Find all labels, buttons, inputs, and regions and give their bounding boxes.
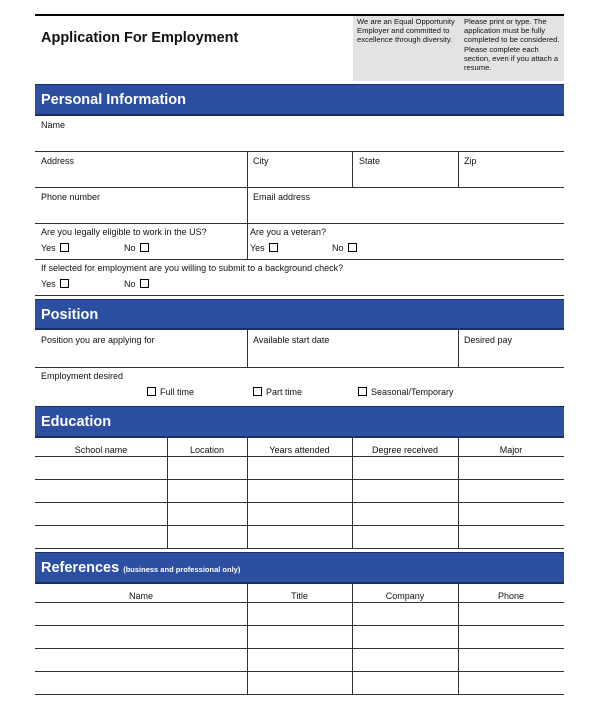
eligible-yes-option[interactable]: [41, 243, 69, 253]
table-row: [35, 625, 564, 626]
divider: [458, 584, 459, 694]
veteran-no-option[interactable]: [332, 243, 357, 253]
divider: [35, 367, 564, 368]
part-time-option[interactable]: [253, 387, 302, 397]
table-row: [35, 502, 564, 503]
form-title: Application For Employment: [41, 30, 239, 46]
table-row: [35, 648, 564, 649]
employment-desired-label: Employment desired: [41, 371, 124, 381]
education-heading: Education: [35, 406, 564, 438]
education-col-major: Major: [499, 445, 523, 455]
divider: [247, 584, 248, 694]
table-row: [35, 602, 564, 603]
education-col-location: Location: [189, 445, 225, 455]
desired-pay-label: Desired pay: [464, 335, 513, 345]
yes-label: Yes: [41, 279, 56, 289]
seasonal-option[interactable]: [358, 387, 454, 397]
table-row: [35, 671, 564, 672]
full-time-option[interactable]: [147, 387, 194, 397]
divider: [35, 151, 564, 152]
no-label: No: [124, 243, 136, 253]
divider: [247, 330, 248, 367]
divider: [247, 151, 248, 187]
checkbox[interactable]: [269, 243, 278, 252]
education-col-degree: Degree received: [371, 445, 439, 455]
background-yes-option[interactable]: [41, 279, 69, 289]
references-col-name: Name: [128, 591, 153, 601]
divider: [167, 438, 168, 548]
table-row: [35, 694, 564, 695]
full-time-label: Full time: [160, 387, 195, 397]
divider: [352, 584, 353, 694]
table-row: [35, 548, 564, 549]
no-label: No: [124, 279, 136, 289]
name-label: Name: [41, 120, 66, 130]
veteran-yes-option[interactable]: [250, 243, 278, 253]
background-no-option[interactable]: [124, 279, 149, 289]
table-row: [35, 479, 564, 480]
references-title: References: [41, 560, 120, 576]
divider: [352, 151, 353, 187]
form-header: [35, 14, 564, 83]
personal-info-heading: Personal Information: [35, 84, 564, 116]
no-label: No: [332, 243, 344, 253]
yes-label: Yes: [41, 243, 56, 253]
divider: [35, 187, 564, 188]
position-applying-label: Position you are applying for: [41, 335, 155, 345]
veteran-question: Are you a veteran?: [250, 227, 327, 237]
background-check-question: If selected for employment are you willing to submit to a background check?: [41, 263, 344, 273]
education-col-years: Years attended: [269, 445, 330, 455]
eligibility-question: Are you legally eligible to work in the US?: [41, 227, 207, 237]
checkbox[interactable]: [60, 279, 69, 288]
checkbox[interactable]: [348, 243, 357, 252]
address-label: Address: [41, 156, 75, 166]
divider: [35, 259, 564, 260]
part-time-label: Part time: [266, 387, 303, 397]
instructions-note: Please print or type. The application must be fully completed to be considered. Please complete each section, even if you attach a resume.: [460, 16, 564, 81]
checkbox[interactable]: [253, 387, 262, 396]
employment-application-form: [35, 14, 564, 601]
references-col-company: Company: [385, 591, 425, 601]
table-row: [35, 456, 564, 457]
divider: [458, 151, 459, 187]
divider: [458, 330, 459, 367]
education-col-school: School name: [74, 445, 128, 455]
email-label: Email address: [253, 192, 311, 202]
references-col-phone: Phone: [497, 591, 525, 601]
start-date-label: Available start date: [253, 335, 330, 345]
table-row: [35, 525, 564, 526]
divider: [247, 223, 248, 259]
checkbox[interactable]: [147, 387, 156, 396]
eligible-no-option[interactable]: [124, 243, 149, 253]
checkbox[interactable]: [60, 243, 69, 252]
checkbox[interactable]: [358, 387, 367, 396]
divider: [458, 438, 459, 548]
eoe-note: We are an Equal Opportunity Employer and committed to excellence through diversity.: [353, 16, 460, 81]
phone-label: Phone number: [41, 192, 101, 202]
divider: [35, 295, 564, 296]
zip-label: Zip: [464, 156, 477, 166]
seasonal-label: Seasonal/Temporary: [371, 387, 454, 397]
yes-label: Yes: [250, 243, 265, 253]
references-heading: [35, 552, 564, 584]
checkbox[interactable]: [140, 279, 149, 288]
divider: [247, 438, 248, 548]
references-col-title: Title: [291, 591, 308, 601]
checkbox[interactable]: [140, 243, 149, 252]
state-label: State: [359, 156, 381, 166]
divider: [352, 438, 353, 548]
position-heading: Position: [35, 299, 564, 330]
references-subtitle: (business and professional only): [123, 565, 241, 574]
divider: [247, 187, 248, 223]
city-label: City: [253, 156, 269, 166]
divider: [35, 223, 564, 224]
